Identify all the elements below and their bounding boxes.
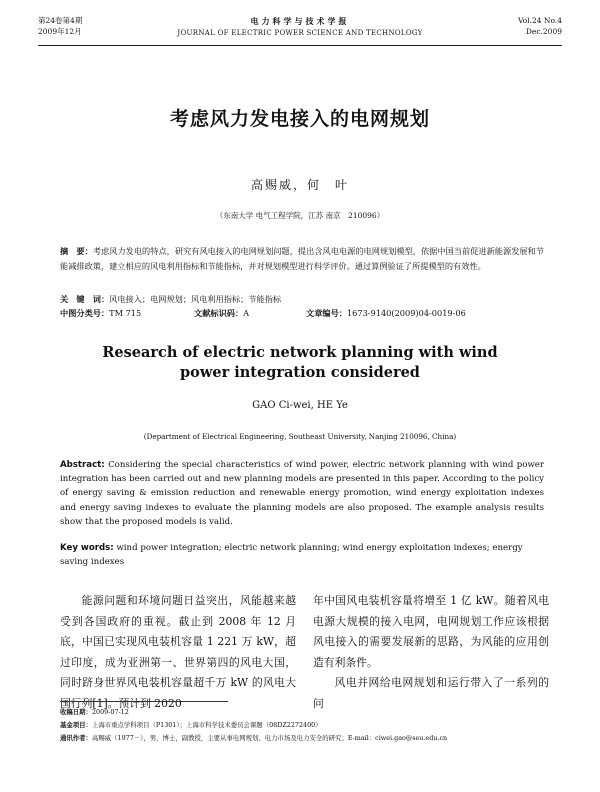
footnote-received [60,707,550,717]
affiliation-en: (Department of Electrical Engineering, Southeast University, Nanjing 210096, China) [143,432,457,441]
footnote-author-bio [60,733,550,743]
abstract-cn [60,244,544,274]
abstract-cn-text: 考虑风力发电的特点，研究有风电接入的电网规划问题，提出含风电电源的电网规划模型，依据中国当前促进新能源发展和节能减排政策，建立相应的风电利用指标和节能指标，并对规划模型进行科学评价。通过算例验证了所提模型的有效性。 [60,246,544,271]
keywords-cn-text: 风电接入；电网规划；风电利用指标；节能指标 [109,294,282,304]
clc-label: 中图分类号： [60,308,110,318]
authors-cn: 高赐威，何 叶 [250,178,349,192]
article-label: 文章编号： [306,308,347,318]
received-label: 收稿日期： [60,708,92,716]
doc-label: 文献标识码： [194,308,244,318]
body-paragraph: 风电并网给电网规划和运行带入了一系列的问 [313,676,549,710]
keywords-en-text: wind power integration; electric network planning; wind energy exploitation indexes; energy saving indexes [60,543,523,567]
abstract-en [60,458,544,529]
journal-name-cn: 电力科学与技术学报 [250,16,350,26]
clc-code [60,307,141,320]
footnote-divider [60,701,228,702]
footnote-fund [60,720,550,730]
doc-value: A [243,308,250,318]
paper-title-en [0,343,600,383]
body-column-left [60,591,296,714]
date-en: Dec.2009 [525,27,562,36]
body-paragraph-continued: 年中国风电装机容量将增至 1 亿 kW。随着风电电源大规模的接入电网，电网规划工作应该根据风电接入的需要发展新的思路，为风能的应用创造有利条件。 [313,594,549,669]
clc-value: TM 715 [109,308,142,318]
abstract-cn-label: 摘 要： [60,246,93,256]
keywords-en [60,542,544,569]
abstract-en-label: Abstract: [60,460,105,470]
fund-text: 上海市重点学科项目（P1301）；上海市科学技术委员会课题（08DZ2272400） [91,721,322,729]
abstract-en-text: Considering the special characteristics of wind power, electric network planning with wind power integration has been carried out and new planning models are presented in this paper. According to the policy of energy saving & emission reduction and renewable energy promotion, wind energy exploitation indexes and energy saving indexes to evaluate the planning models are also proposed. The example analysis results show that the proposed models is valid. [60,460,545,527]
bio-text: 高赐威（1977－），男，博士，副教授，主要从事电网规划、电力市场及电力安全的研究；E-mail：ciwei.gao@seu.edu.cn [91,734,448,742]
header-center [38,15,562,39]
keywords-en-label: Key words: [60,543,114,553]
doc-code [194,307,249,320]
title-en-line2: power integration considered [180,364,420,381]
article-value: 1673-9140(2009)04-0019-06 [346,308,466,318]
body-paragraph: 能源问题和环境问题日益突出，风能越来越受到各国政府的重视。截止到 2008 年 12 月底，中国已实现风电装机容量 1 221 万 kW，超过印度，成为亚洲第一、世界第四的风电大国，同时跻身世界风电装机容量超千万 kW 的风电大国行列[1]。预计到 2020 [60,594,296,710]
body-column-right [313,591,549,714]
title-en-line1: Research of electric network planning with wind [102,344,498,361]
authors-en: GAO Ci-wei, HE Ye [252,400,348,411]
journal-name-en: JOURNAL OF ELECTRIC POWER SCIENCE AND TECHNOLOGY [177,29,423,37]
paper-title-cn: 考虑风力发电接入的电网规划 [169,108,430,130]
keywords-cn [60,293,544,306]
received-date: 2009-07-12 [91,708,129,716]
volume-en: Vol.24 No.4 [517,16,562,25]
fund-label: 基金项目： [60,721,92,729]
header-right [518,15,562,37]
bio-label: 通讯作者： [60,734,92,742]
affiliation-cn: （东南大学 电气工程学院，江苏 南京 210096） [215,211,385,220]
keywords-cn-label: 关 键 词： [60,294,110,304]
article-number [306,307,466,320]
running-header [38,13,562,46]
volume-cn: 第24卷第4期 [38,16,83,25]
date-cn: 2009年12月 [38,27,82,36]
